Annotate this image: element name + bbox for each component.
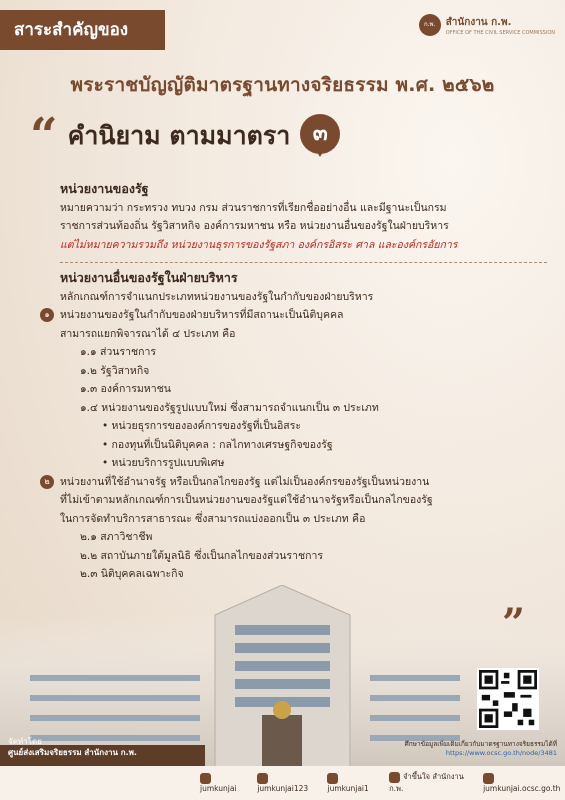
sub-item: ๒.๒ สถาบันภายใต้มูลนิธิ ซึ่งเป็นกลไกของส่วนราชการ <box>80 549 323 562</box>
item-line: ในการจัดทำบริการสาธารณะ ซึ่งสามารถแบ่งออกเป็น ๓ ประเภท คือ <box>60 512 366 525</box>
social-instagram[interactable]: jumkunjai1 <box>327 773 377 793</box>
header-tag: สาระสำคัญของ <box>0 10 165 50</box>
list-item <box>44 473 547 529</box>
section2-intro: หลักเกณฑ์การจำแนกประเภทหน่วยงานของรัฐในกำกับของฝ่ายบริหาร <box>60 290 374 303</box>
page-title: พระราชบัญญัติมาตรฐานทางจริยธรรม พ.ศ. ๒๕๖๒ <box>70 74 495 96</box>
social-links <box>200 771 565 795</box>
social-website[interactable]: jumkunjai.ocsc.go.th <box>483 773 565 793</box>
social-facebook[interactable]: jumkunjai <box>200 773 245 793</box>
footer-org <box>8 736 137 758</box>
item-line: หน่วยงานของรัฐในกำกับของฝ่ายบริหารที่มีสถานะเป็นนิติบุคคล <box>60 309 344 321</box>
bullet-item: • หน่วยธุรการขององค์การของรัฐที่เป็นอิสระ <box>102 420 301 432</box>
sub-item: ๑.๓ องค์การมหาชน <box>80 383 171 395</box>
sub-item: ๑.๑ ส่วนราชการ <box>80 346 157 358</box>
section2-heading: หน่วยงานอื่นของรัฐในฝ่ายบริหาร <box>60 270 238 285</box>
section1-exception: แต่ไม่หมายความรวมถึง หน่วยงานธุรการของรัฐสภา องค์กรอิสระ ศาล และองค์กรอัยการ <box>60 238 458 251</box>
org-label: จัดทำโดย <box>8 737 42 746</box>
number-badge: ๑ <box>40 308 54 322</box>
page-subtitle <box>30 108 340 164</box>
sub-item: ๒.๑ สภาวิชาชีพ <box>80 531 153 543</box>
logo-name: สำนักงาน ก.พ. <box>445 16 512 28</box>
source-link[interactable]: https://www.ocsc.go.th/node/3481 <box>445 749 557 757</box>
twitter-icon <box>257 773 268 784</box>
instagram-icon <box>327 773 338 784</box>
youtube-icon <box>389 772 400 783</box>
section1-line: หมายความว่า กระทรวง ทบวง กรม ส่วนราชการที่เรียกชื่ออย่างอื่น และมีฐานะเป็นกรม <box>60 201 447 214</box>
bullet-item: • กองทุนที่เป็นนิติบุคคล : กลไกทางเศรษฐกิจของรัฐ <box>102 438 333 451</box>
org-name: ศูนย์ส่งเสริมจริยธรรม สำนักงาน ก.พ. <box>8 748 137 757</box>
sub-item: ๒.๓ นิติบุคคลเฉพาะกิจ <box>80 568 184 580</box>
globe-icon <box>483 773 494 784</box>
facebook-icon <box>200 773 211 784</box>
location-pin-icon <box>300 114 340 158</box>
item-line: หน่วยงานที่ใช้อำนาจรัฐ หรือเป็นกลไกของรัฐ แต่ไม่เป็นองค์กรของรัฐเป็นหน่วยงาน <box>60 475 430 488</box>
number-badge: ๒ <box>40 475 54 489</box>
social-twitter[interactable]: jumkunjai123 <box>257 773 315 793</box>
divider <box>60 262 547 263</box>
sub-item: ๑.๒ รัฐวิสาหกิจ <box>80 364 150 377</box>
item-line: สามารถแยกพิจารณาได้ ๔ ประเภท คือ <box>60 327 236 340</box>
section-number: ๓ <box>300 114 340 154</box>
list-item <box>44 306 547 343</box>
section1-line: ราชการส่วนท้องถิ่น รัฐวิสาหกิจ องค์การมหาชน หรือ หน่วยงานอื่นของรัฐในฝ่ายบริหาร <box>60 220 449 232</box>
source-text: ศึกษาข้อมูลเพิ่มเติมเกี่ยวกับมาตรฐานทางจริยธรรมได้ที่ <box>404 740 557 748</box>
sub-item: ๑.๔ หน่วยงานของรัฐรูปแบบใหม่ ซึ่งสามารถจำแนกเป็น ๓ ประเภท <box>80 401 379 414</box>
bullet-item: • หน่วยบริการรูปแบบพิเศษ <box>102 457 225 469</box>
ocsc-emblem-icon: ก.พ. <box>419 14 441 36</box>
subtitle-text: คำนิยาม ตามมาตรา <box>67 121 291 150</box>
section1-heading: หน่วยงานของรัฐ <box>60 181 149 196</box>
qr-code[interactable] <box>477 668 539 730</box>
item-line: ที่ไม่เข้าตามหลักเกณฑ์การเป็นหน่วยงานของรัฐแต่ใช้อำนาจรัฐหรือเป็นกลไกของรัฐ <box>60 494 433 506</box>
ocsc-logo <box>419 14 555 36</box>
social-youtube[interactable]: จำขึ้นใจ สำนักงาน ก.พ. <box>389 772 464 793</box>
open-quote-icon: “ <box>30 108 58 164</box>
logo-sub: OFFICE OF THE CIVIL SERVICE COMMISSION <box>445 29 555 36</box>
source-note <box>405 739 557 757</box>
main-content <box>44 180 547 584</box>
